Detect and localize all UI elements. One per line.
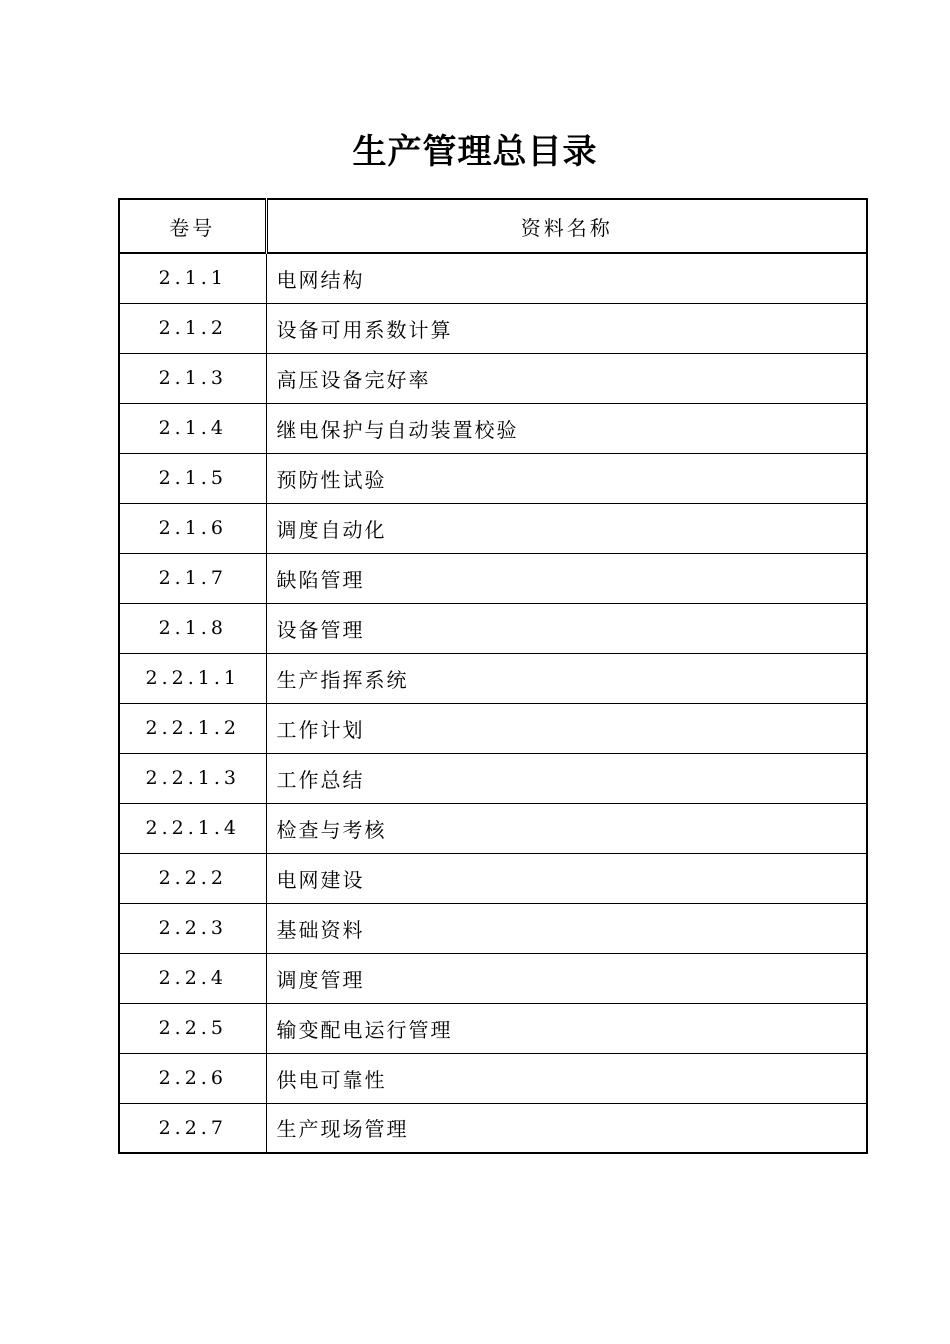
- volume-cell: 2.2.1.1: [119, 653, 266, 703]
- volume-cell: 2.2.1.3: [119, 753, 266, 803]
- table-row: [119, 653, 867, 703]
- table-row: [119, 703, 867, 753]
- volume-cell: 2.1.6: [119, 503, 266, 553]
- volume-cell: 2.2.3: [119, 903, 266, 953]
- name-cell: 设备可用系数计算: [266, 303, 867, 353]
- volume-cell: 2.1.5: [119, 453, 266, 503]
- table-row: [119, 853, 867, 903]
- volume-cell: 2.2.6: [119, 1053, 266, 1103]
- table-row: [119, 503, 867, 553]
- name-cell: 电网建设: [266, 853, 867, 903]
- name-cell: 检查与考核: [266, 803, 867, 853]
- name-cell: 缺陷管理: [266, 553, 867, 603]
- table-row: [119, 353, 867, 403]
- name-cell: 工作计划: [266, 703, 867, 753]
- volume-cell: 2.1.3: [119, 353, 266, 403]
- name-cell: 生产指挥系统: [266, 653, 867, 703]
- volume-cell: 2.1.2: [119, 303, 266, 353]
- table-header-row: [119, 199, 867, 253]
- table-row: [119, 403, 867, 453]
- table-row: [119, 453, 867, 503]
- table-row: [119, 903, 867, 953]
- name-cell: 调度管理: [266, 953, 867, 1003]
- volume-cell: 2.1.7: [119, 553, 266, 603]
- volume-cell: 2.2.4: [119, 953, 266, 1003]
- table-row: [119, 803, 867, 853]
- name-cell: 生产现场管理: [266, 1103, 867, 1153]
- volume-cell: 2.2.5: [119, 1003, 266, 1053]
- name-cell: 供电可靠性: [266, 1053, 867, 1103]
- name-cell: 继电保护与自动装置校验: [266, 403, 867, 453]
- volume-cell: 2.1.1: [119, 253, 266, 303]
- page-title: 生产管理总目录: [352, 132, 598, 172]
- table-row: [119, 303, 867, 353]
- name-cell: 设备管理: [266, 603, 867, 653]
- table-row: [119, 553, 867, 603]
- table-row: [119, 1003, 867, 1053]
- table-row: [119, 603, 867, 653]
- name-cell: 高压设备完好率: [266, 353, 867, 403]
- volume-cell: 2.2.7: [119, 1103, 266, 1153]
- volume-cell: 2.2.1.4: [119, 803, 266, 853]
- column-header-name: 资料名称: [266, 199, 867, 253]
- column-header-volume: 卷号: [119, 199, 266, 253]
- volume-cell: 2.1.8: [119, 603, 266, 653]
- table-row: [119, 953, 867, 1003]
- name-cell: 输变配电运行管理: [266, 1003, 867, 1053]
- table-row: [119, 253, 867, 303]
- volume-cell: 2.2.2: [119, 853, 266, 903]
- name-cell: 电网结构: [266, 253, 867, 303]
- name-cell: 调度自动化: [266, 503, 867, 553]
- name-cell: 预防性试验: [266, 453, 867, 503]
- name-cell: 工作总结: [266, 753, 867, 803]
- catalog-table: [118, 198, 868, 1154]
- table-row: [119, 1103, 867, 1153]
- name-cell: 基础资料: [266, 903, 867, 953]
- table-row: [119, 1053, 867, 1103]
- volume-cell: 2.1.4: [119, 403, 266, 453]
- table-row: [119, 753, 867, 803]
- volume-cell: 2.2.1.2: [119, 703, 266, 753]
